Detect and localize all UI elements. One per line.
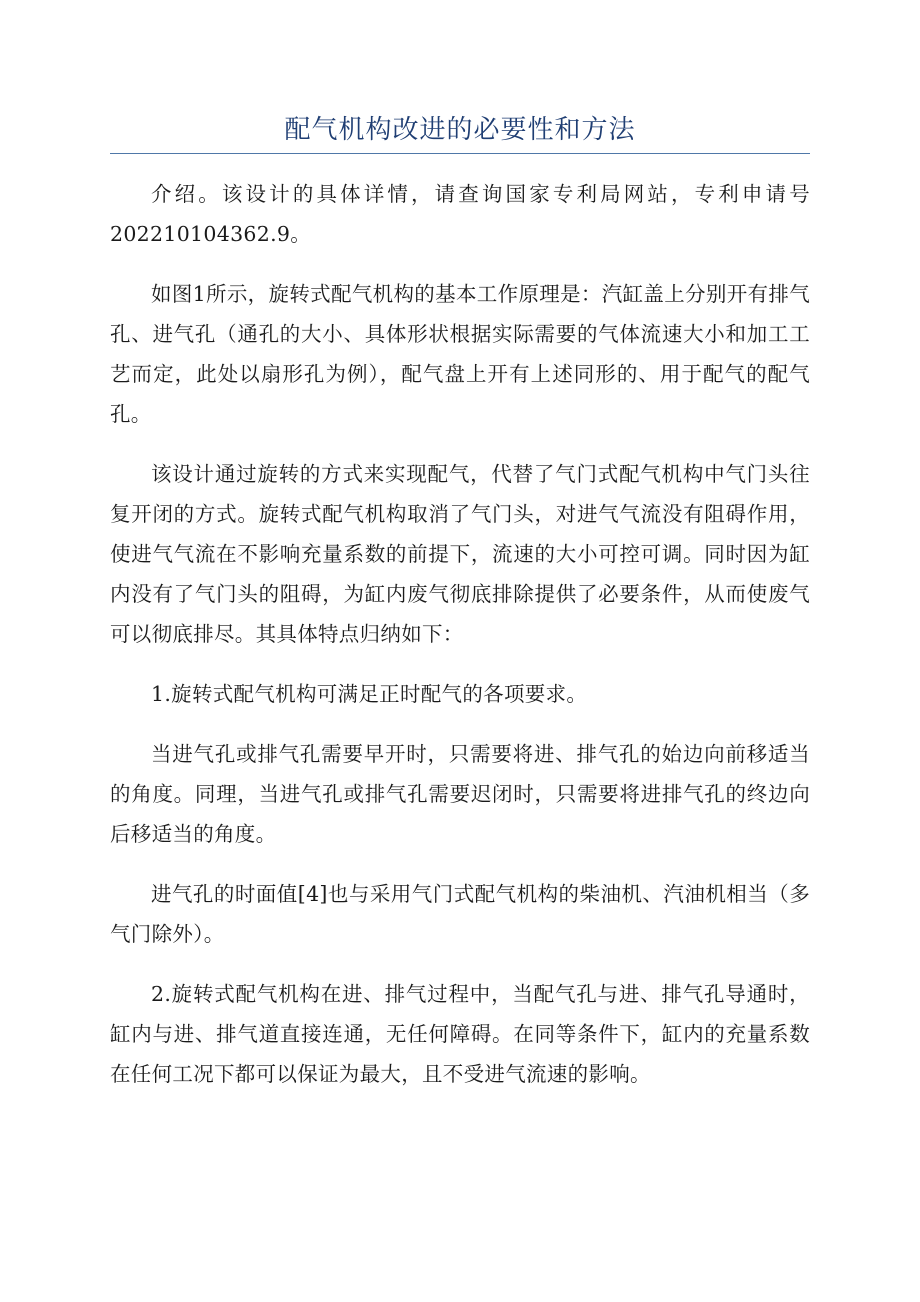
paragraph-intro: 介绍。该设计的具体详情，请查询国家专利局网站，专利申请号202210104362.9。 (110, 182, 810, 246)
paragraph-design: 该设计通过旋转的方式来实现配气，代替了气门式配气机构中气门头往复开闭的方式。旋转式配气机构取消了气门头，对进气气流没有阻碍作用，使进气气流在不影响充量系数的前提下，流速的大小可控可调。同时因为缸内没有了气门头的阻碍，为缸内废气彻底排除提供了必要条件，从而使废气可以彻底排尽。其具体特点归纳如下： (110, 462, 810, 646)
paragraph-time-area: 进气孔的时面值[4]也与采用气门式配气机构的柴油机、汽油机相当（多气门除外）。 (110, 882, 810, 946)
paragraph-point-2: 2.旋转式配气机构在进、排气过程中，当配气孔与进、排气孔导通时，缸内与进、排气道直接连通，无任何障碍。在同等条件下，缸内的充量系数在任何工况下都可以保证为最大，且不受进气流速的影响。 (110, 982, 810, 1086)
paragraph-point-1: 1.旋转式配气机构可满足正时配气的各项要求。 (151, 682, 588, 706)
paragraph-principle: 如图1所示，旋转式配气机构的基本工作原理是：汽缸盖上分别开有排气孔、进气孔（通孔的大小、具体形状根据实际需要的气体流速大小和加工工艺而定，此处以扇形孔为例），配气盘上开有上述同形的、用于配气的配气孔。 (110, 282, 810, 426)
document-title: 配气机构改进的必要性和方法 (284, 115, 636, 145)
title-underline (110, 153, 810, 154)
document-body (110, 174, 810, 1114)
paragraph-timing: 当进气孔或排气孔需要早开时，只需要将进、排气孔的始边向前移适当的角度。同理，当进气孔或排气孔需要迟闭时，只需要将进排气孔的终边向后移适当的角度。 (110, 742, 810, 846)
